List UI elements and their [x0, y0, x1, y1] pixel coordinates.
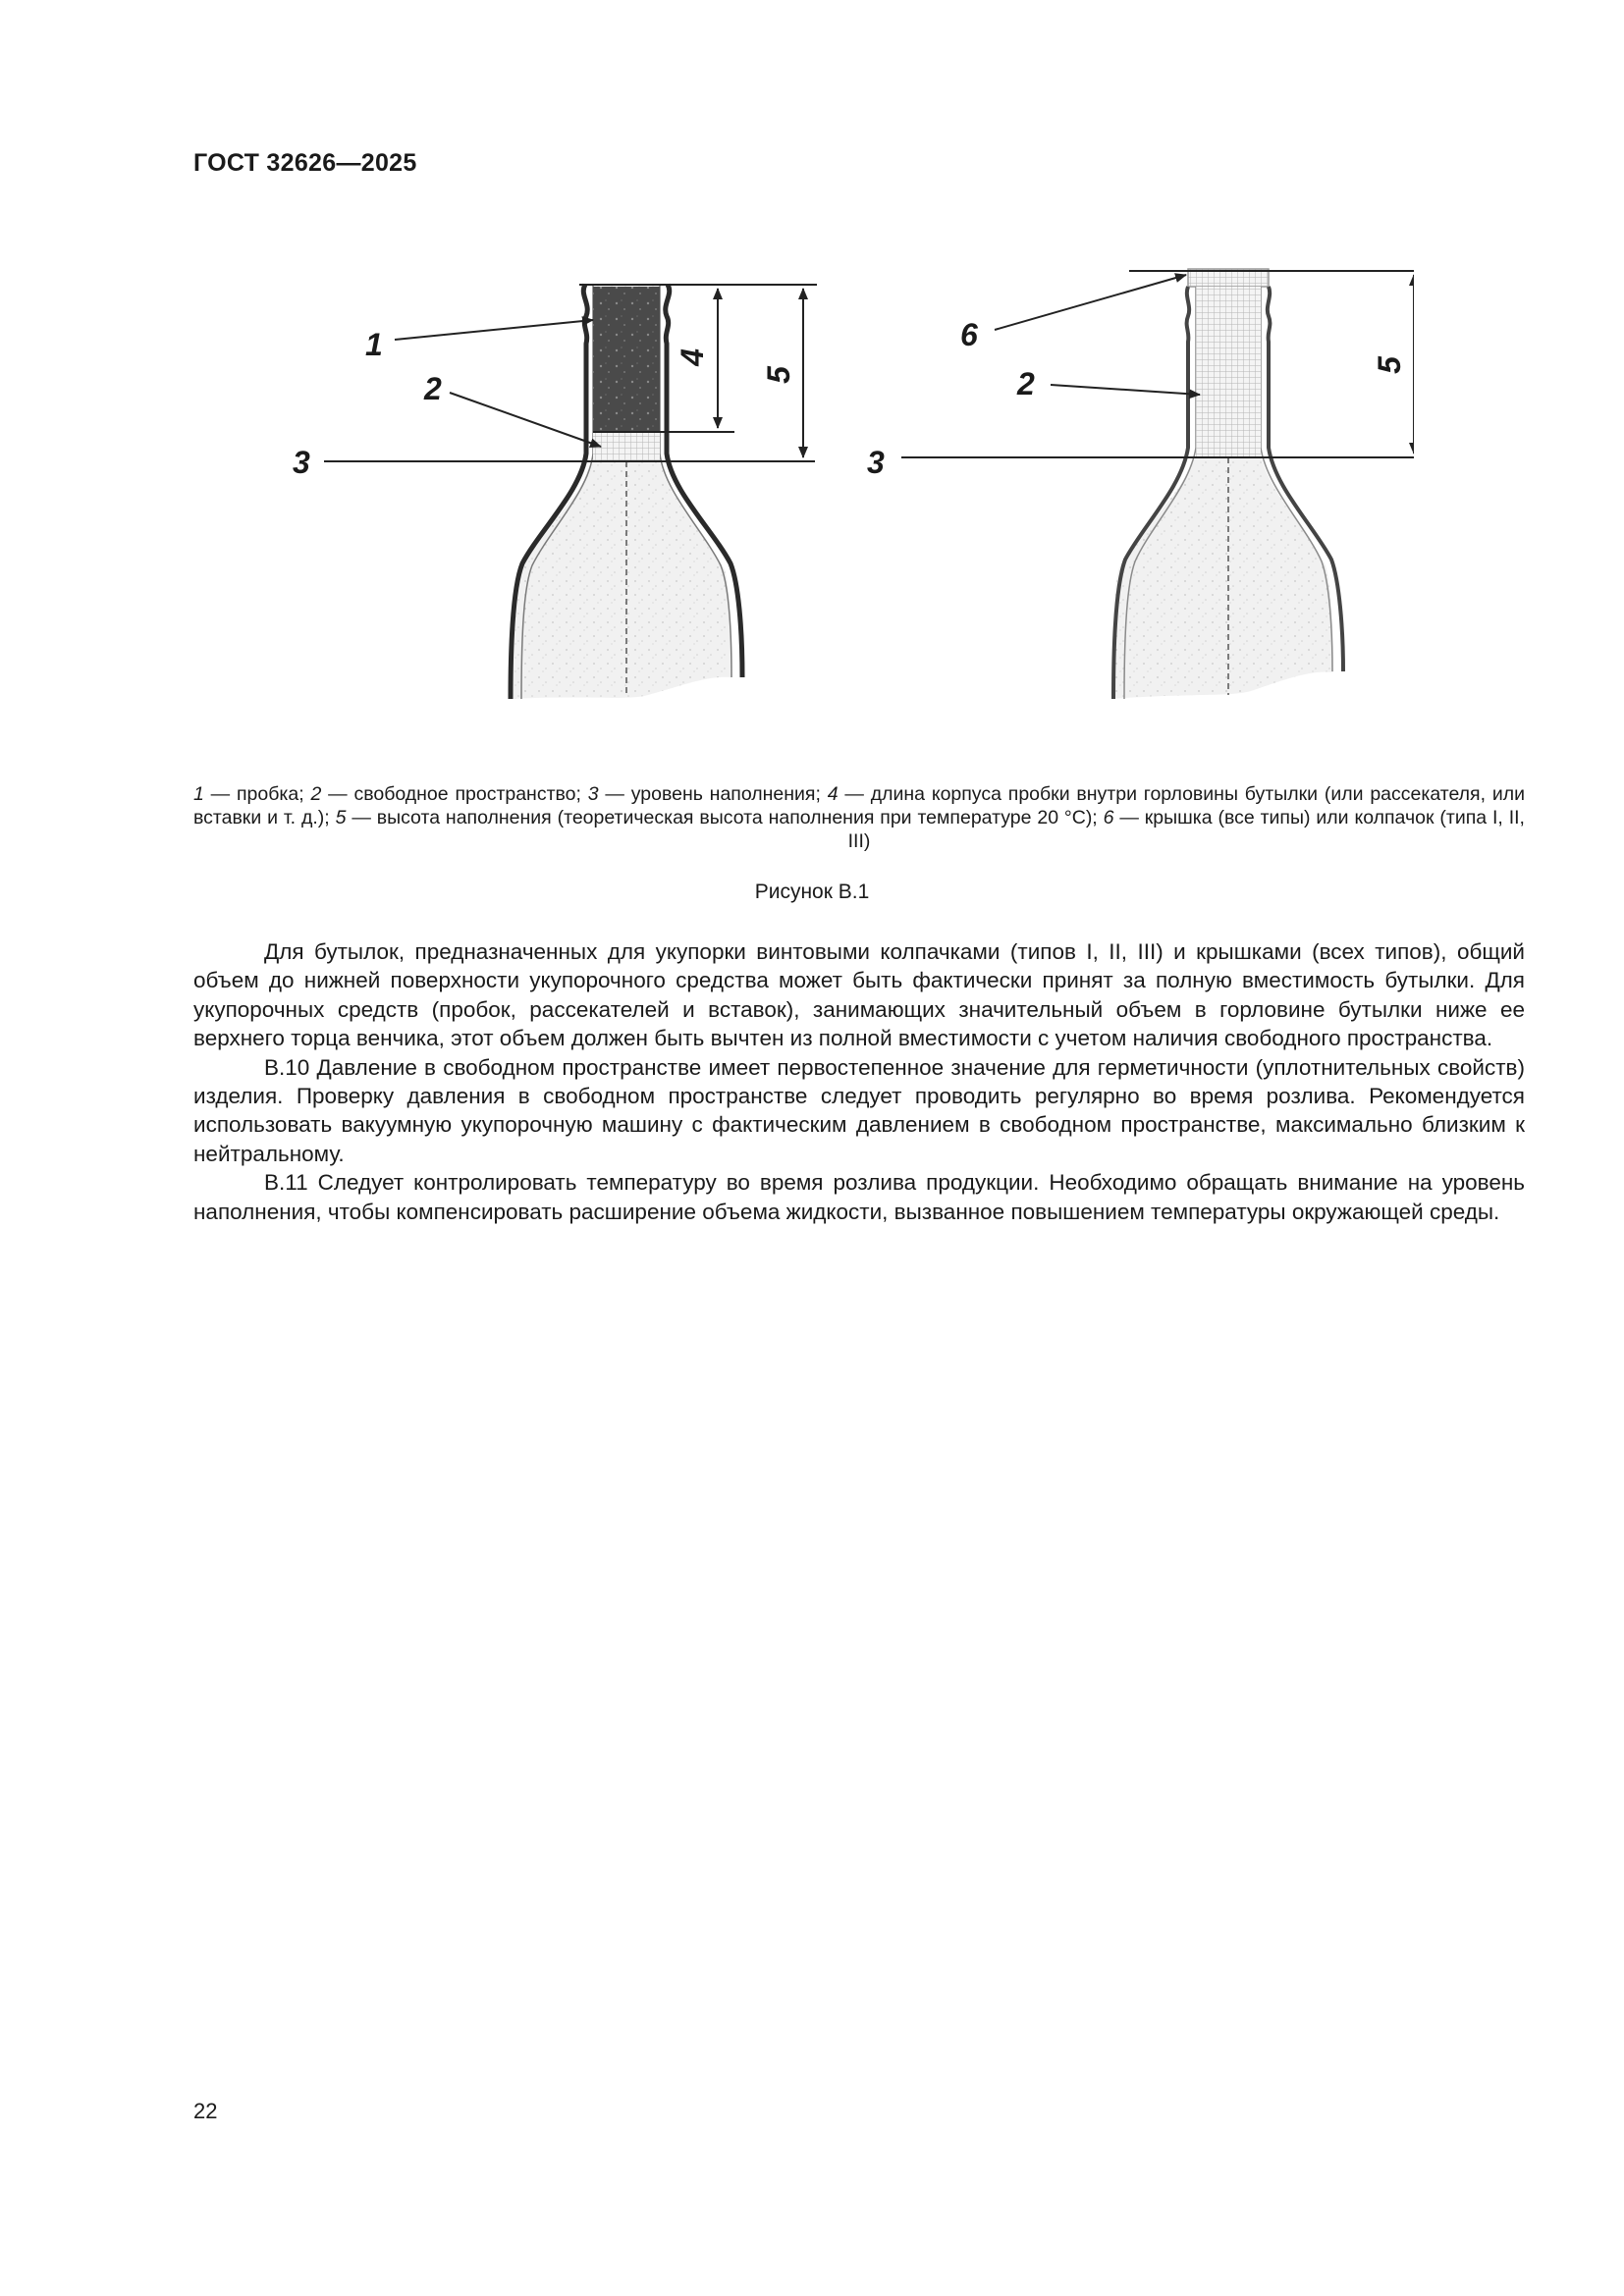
label-5-right: 5	[1372, 356, 1407, 374]
leader-2-left	[450, 393, 601, 447]
headspace-left	[593, 432, 660, 461]
label-3-left: 3	[293, 445, 310, 480]
paragraph-b10: В.10 Давление в свободном пространстве имеет первостепенное значение для герметичности (уплотнительных свойств) изделия. Проверку давления в свободном пространстве следует проводить регулярно во время розлива. Рекомендуется использовать вакуумную укупорочную машину с фактическим давлением в свободном пространстве, максимально близким к нейтральному.	[193, 1054, 1525, 1166]
legend-text-5: — высота наполнения (теоретическая высота наполнения при температуре 20 °С);	[346, 807, 1104, 828]
leader-1	[395, 320, 593, 340]
right-bottle	[867, 269, 1414, 699]
label-6: 6	[960, 317, 978, 352]
label-2-right: 2	[1017, 366, 1035, 401]
legend-num-5: 5	[335, 807, 347, 828]
legend-num-2: 2	[310, 783, 322, 805]
page-number: 22	[193, 2099, 218, 2123]
legend-text-6: — крышка (все типы) или колпачок (типа I, II, III)	[847, 807, 1525, 852]
paragraph-b11: В.11 Следует контролировать температуру во время розлива продукции. Необходимо обращать внимание на уровень наполнения, чтобы компенсировать расширение объема жидкости, вызванное повышением температуры окружающей среды.	[193, 1170, 1525, 1224]
label-5-left: 5	[761, 366, 796, 384]
figure-bottle-diagram	[275, 255, 1414, 717]
legend-text-1: — пробка;	[203, 783, 311, 805]
label-4: 4	[675, 348, 710, 366]
legend-num-3: 3	[587, 783, 599, 805]
legend-num-4: 4	[827, 783, 839, 805]
leader-2-right	[1051, 385, 1200, 395]
legend-text-2: — свободное пространство;	[321, 783, 588, 805]
label-1: 1	[365, 327, 383, 362]
legend-num-6: 6	[1103, 807, 1114, 828]
cork	[593, 287, 660, 432]
body-text	[193, 937, 1525, 1226]
headspace-right	[1196, 287, 1261, 457]
legend-text-4: — длина корпуса пробки внутри горловины бутылки (или рассекателя, или вставки и т. д.);	[193, 783, 1525, 828]
label-3-right: 3	[867, 445, 885, 480]
document-header: ГОСТ 32626—2025	[193, 149, 417, 177]
legend-num-1: 1	[193, 783, 204, 805]
legend-text-3: — уровень наполнения;	[598, 783, 828, 805]
paragraph-closures: Для бутылок, предназначенных для укупорки винтовыми колпачками (типов I, II, III) и крышками (всех типов), общий объем до нижней поверхности укупорочного средства может быть фактически принят за полную вместимость бутылки. Для укупорочных средств (пробок, рассекателей и вставок), занимающих значительный объем в горловине бутылки ниже ее верхнего торца венчика, этот объем должен быть вычтен из полной вместимости с учетом наличия свободного пространства.	[193, 939, 1525, 1051]
left-bottle	[293, 285, 817, 699]
figure-legend	[193, 782, 1525, 853]
leader-6	[995, 275, 1186, 330]
label-2-left: 2	[424, 371, 442, 406]
figure-caption: Рисунок В.1	[754, 881, 870, 903]
